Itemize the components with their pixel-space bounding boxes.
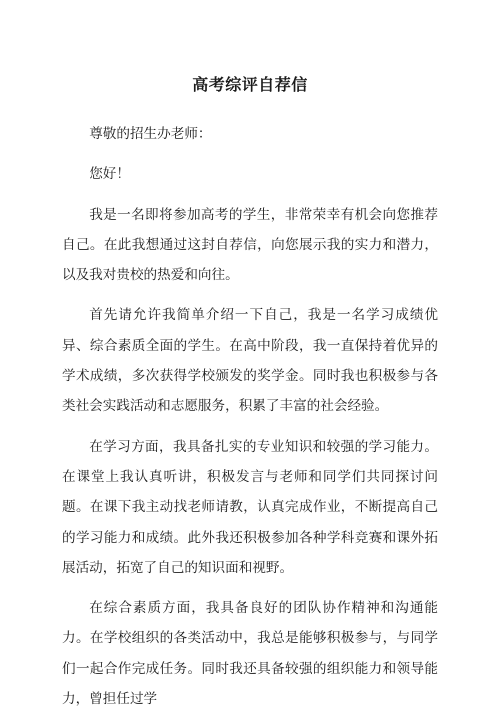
letter-paragraph-1: 我是一名即将参加高考的学生，非常荣幸有机会向您推荐自己。在此我想通过这封自荐信，向您展示我的实力和潜力，以及我对贵校的热爱和向往。: [62, 206, 438, 284]
letter-paragraph-3: 在学习方面，我具备扎实的专业知识和较强的学习能力。在课堂上我认真听讲，积极发言与老师和同学们共同探讨问题。在课下我主动找老师请教，认真完成作业，不断提高自己的学习能力和成绩。此外我还积极参加各种学科竞赛和课外拓展活动，拓宽了自己的知识面和视野。: [62, 438, 438, 576]
letter-body: [62, 119, 438, 724]
document-title: 高考综评自荐信: [192, 75, 308, 94]
letter-paragraph-4: 在综合素质方面，我具备良好的团队协作精神和沟通能力。在学校组织的各类活动中，我总是能够积极参与，与同学们一起合作完成任务。同时我还具备较强的组织能力和领导能力，曾担任过学: [62, 600, 438, 708]
letter-greeting: 您好！: [89, 166, 130, 183]
letter-paragraph-2: 首先请允许我简单介绍一下自己，我是一名学习成绩优异、综合素质全面的学生。在高中阶段，我一直保持着优异的学术成绩，多次获得学校颁发的奖学金。同时我也积极参与各类社会实践活动和志愿服务，积累了丰富的社会经验。: [62, 307, 438, 415]
letter-salutation: 尊敬的招生办老师：: [89, 126, 212, 142]
